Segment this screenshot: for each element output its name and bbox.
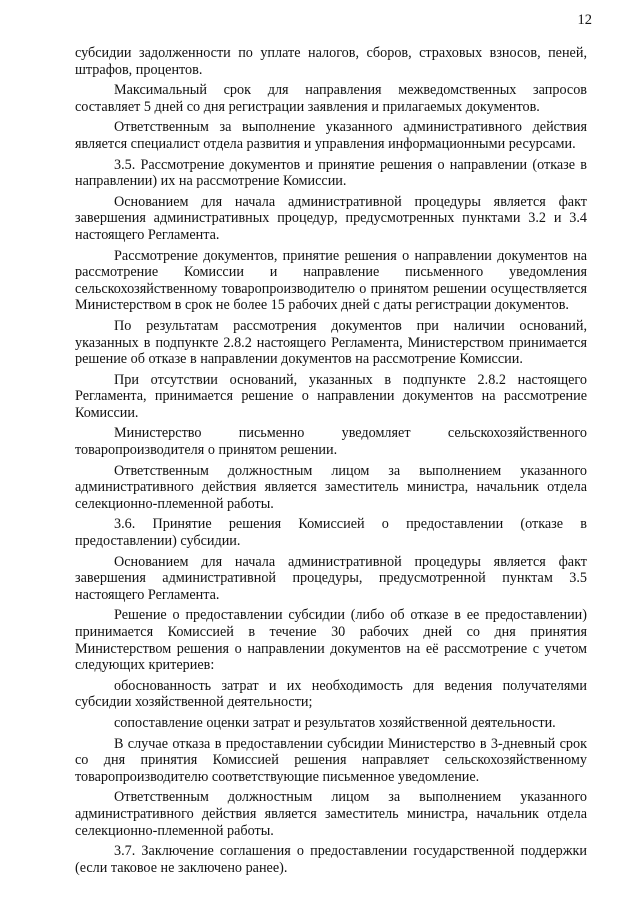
paragraph: Ответственным за выполнение указанного административного действия является специалист отдела развития и управления информационными ресурсами. xyxy=(75,119,587,152)
page-number: 12 xyxy=(577,12,592,28)
paragraph: Основанием для начала административной процедуры является факт завершения административных процедур, предусмотренных пунктами 3.2 и 3.4 настоящего Регламента. xyxy=(75,193,587,243)
document-body xyxy=(75,45,587,880)
paragraph: Максимальный срок для направления межведомственных запросов составляет 5 дней со дня регистрации заявления и прилагаемых документов. xyxy=(75,82,587,115)
criteria-item: обоснованность затрат и их необходимость для ведения получателями субсидии хозяйственной деятельности; xyxy=(75,677,587,711)
paragraph: Основанием для начала административной процедуры является факт завершения административной процедуры, предусмотренной пунктам 3.5 настоящего Регламента. xyxy=(75,553,587,603)
paragraph: Рассмотрение документов, принятие решения о направлении документов на рассмотрение Комиссии и направление письменного уведомления сельскохозяйственному товаропроизводителю о принятом решении осуществляется Министерством в срок не более 15 рабочих дней с даты регистрации документов. xyxy=(75,247,587,314)
section-heading-3-6: 3.6. Принятие решения Комиссией о предоставлении (отказе в предоставлении) субсидии. xyxy=(75,516,587,550)
criteria-item: сопоставление оценки затрат и результатов хозяйственной деятельности. xyxy=(114,714,556,731)
paragraph: Решение о предоставлении субсидии (либо об отказе в ее предоставлении) принимается Комиссией в течение 30 рабочих дней со дня принятия Министерством решения о направлении документов на её рассмотрение с учетом следующих критериев: xyxy=(75,607,587,674)
paragraph: Ответственным должностным лицом за выполнением указанного административного действия является заместитель министра, начальник отдела селекционно-племенной работы. xyxy=(75,462,587,512)
section-heading-3-5: 3.5. Рассмотрение документов и принятие решения о направлении (отказе в направлении) их на рассмотрение Комиссии. xyxy=(75,156,587,190)
paragraph: По результатам рассмотрения документов при наличии оснований, указанных в подпункте 2.8.2 настоящего Регламента, Министерством принимается решение об отказе в направлении документов на рассмотрение Комиссии. xyxy=(75,317,587,368)
paragraph: Ответственным должностным лицом за выполнением указанного административного действия является заместитель министра, начальник отдела селекционно-племенной работы. xyxy=(75,789,587,839)
paragraph: Министерство письменно уведомляет сельскохозяйственного товаропроизводителя о принятом решении. xyxy=(75,425,587,459)
paragraph: субсидии задолженности по уплате налогов, сборов, страховых взносов, пеней, штрафов, процентов. xyxy=(75,45,587,78)
paragraph: При отсутствии оснований, указанных в подпункте 2.8.2 настоящего Регламента, принимается решение о направлении документов на рассмотрение Комиссии. xyxy=(75,371,587,421)
section-heading-3-7: 3.7. Заключение соглашения о предоставлении государственной поддержки (если таковое не заключено ранее). xyxy=(75,843,587,876)
paragraph: В случае отказа в предоставлении субсидии Министерство в 3-дневный срок со дня принятия Комиссией решения направляет сельскохозяйственному товаропроизводителю соответствующие письменное уведомление. xyxy=(75,735,587,785)
